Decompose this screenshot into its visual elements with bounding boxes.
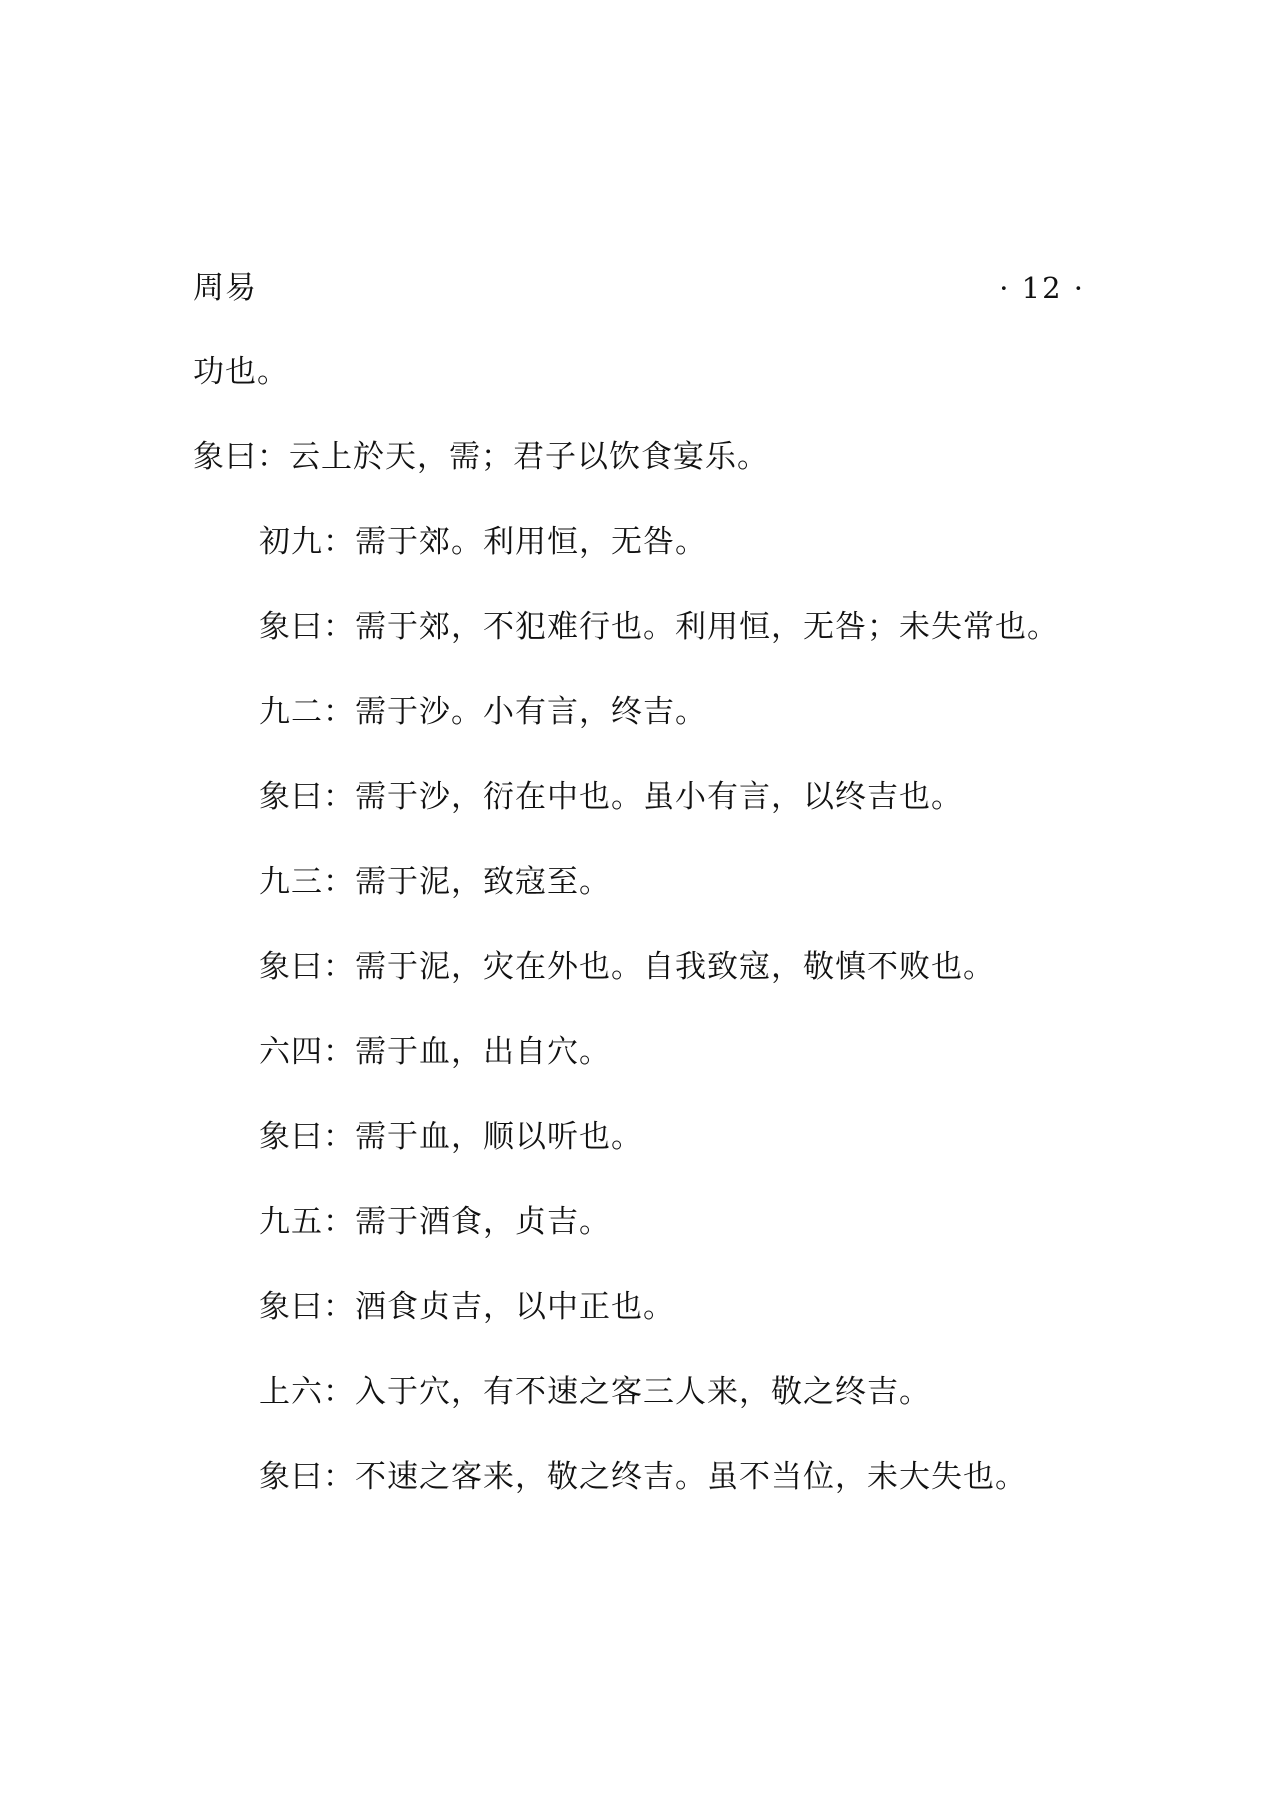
text-line: 象曰：酒食贞吉，以中正也。 bbox=[259, 1289, 675, 1325]
text-line: 上六：入于穴，有不速之客三人来，敬之终吉。 bbox=[259, 1374, 931, 1410]
text-line: 象曰：需于沙，衍在中也。虽小有言，以终吉也。 bbox=[259, 779, 963, 815]
text-line: 九五：需于酒食，贞吉。 bbox=[259, 1204, 611, 1240]
body-text bbox=[193, 352, 1093, 1542]
text-line: 功也。 bbox=[193, 354, 289, 390]
text-line: 象曰：不速之客来，敬之终吉。虽不当位，未大失也。 bbox=[259, 1459, 1027, 1495]
text-line: 象曰：云上於天，需；君子以饮食宴乐。 bbox=[193, 439, 769, 475]
running-header-title: 周易 bbox=[193, 270, 257, 306]
text-line: 九二：需于沙。小有言，终吉。 bbox=[259, 694, 707, 730]
text-line: 象曰：需于泥，灾在外也。自我致寇，敬慎不败也。 bbox=[259, 949, 995, 985]
text-line: 九三：需于泥，致寇至。 bbox=[259, 864, 611, 900]
text-line: 六四：需于血，出自穴。 bbox=[259, 1034, 611, 1070]
text-line: 象曰：需于血，顺以听也。 bbox=[259, 1119, 643, 1155]
text-line: 象曰：需于郊，不犯难行也。利用恒，无咎；未失常也。 bbox=[259, 609, 1059, 645]
text-line: 初九：需于郊。利用恒，无咎。 bbox=[259, 524, 707, 560]
page-number: · 12 · bbox=[999, 271, 1085, 305]
